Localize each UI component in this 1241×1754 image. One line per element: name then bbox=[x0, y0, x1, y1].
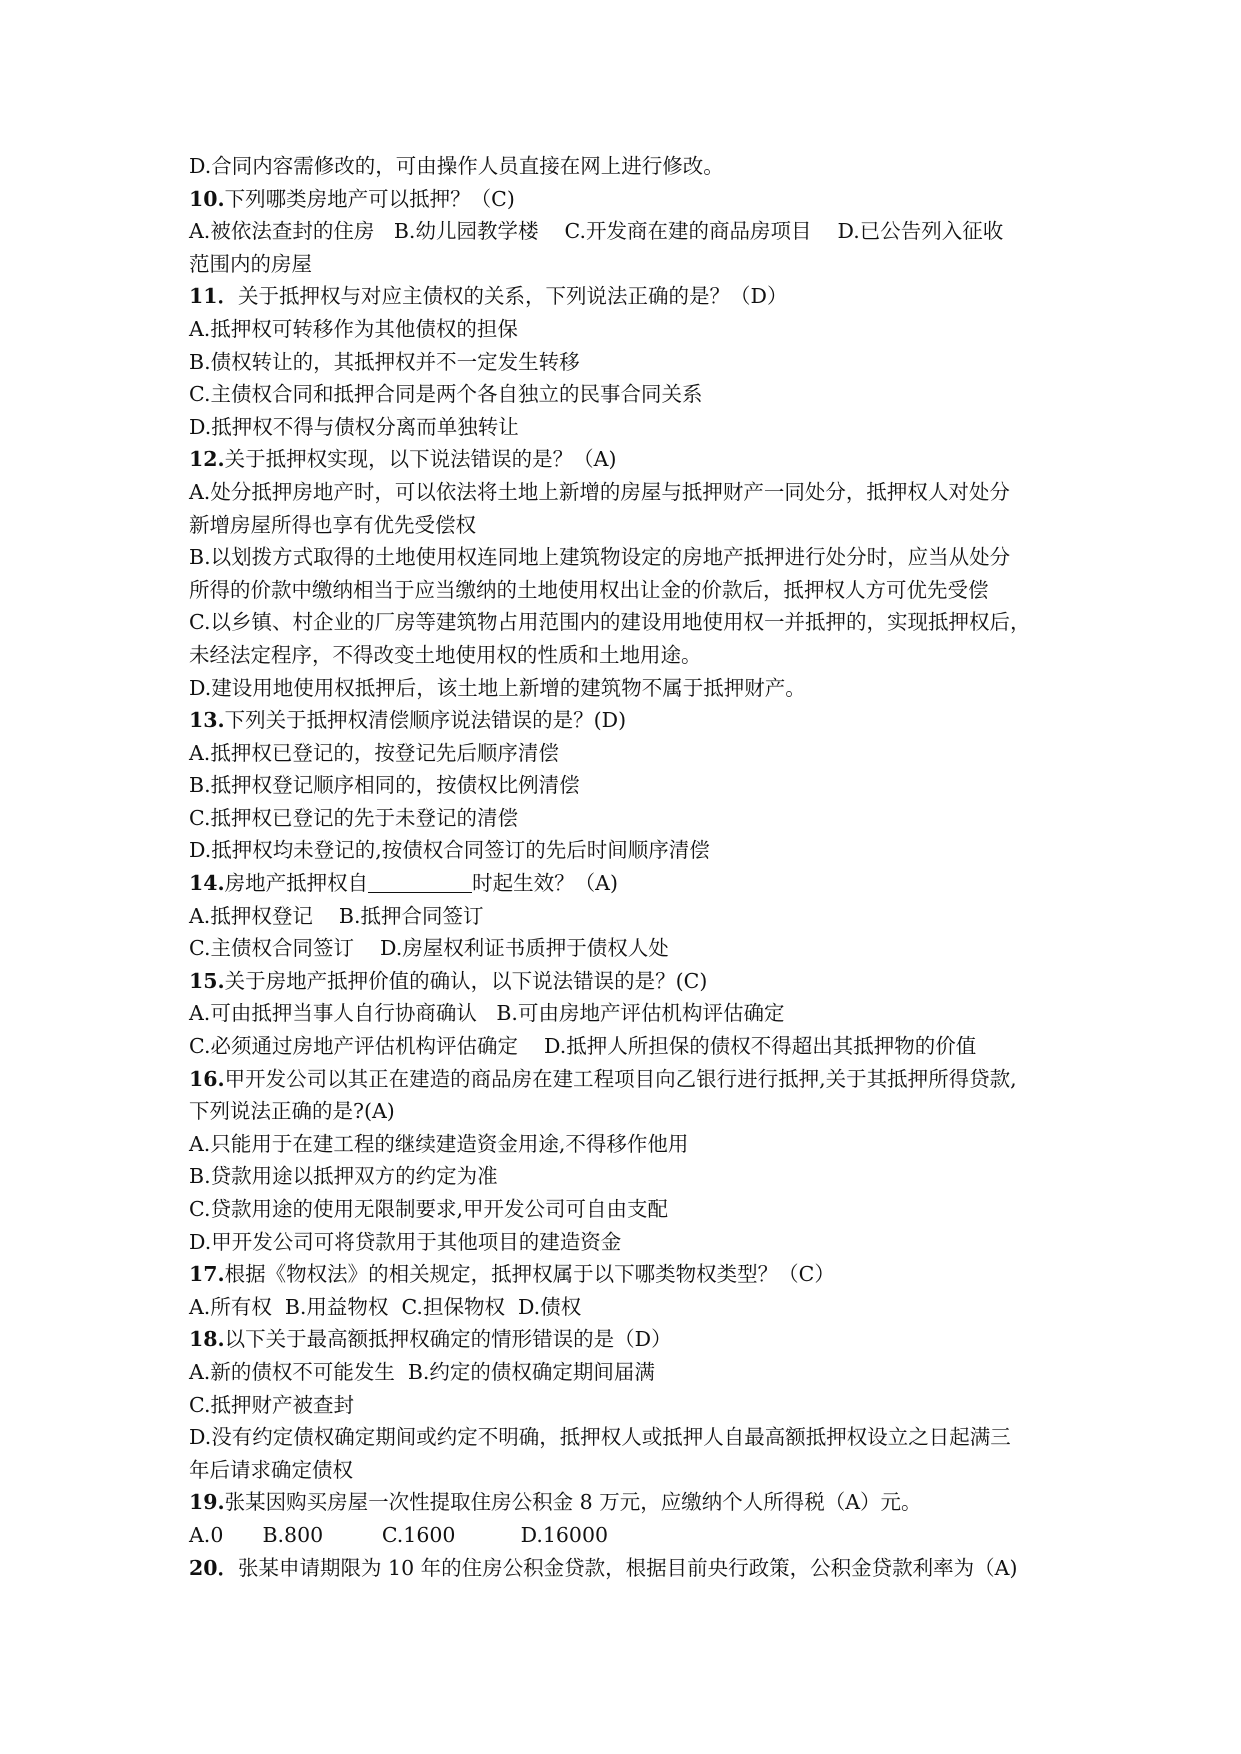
option-line: A.所有权 B.用益物权 C.担保物权 D.债权 bbox=[189, 1294, 582, 1319]
question-text: 甲开发公司以其正在建造的商品房在建工程项目向乙银行进行抵押,关于其抵押所得贷款, bbox=[224, 1066, 1017, 1091]
option-line: D.没有约定债权确定期间或约定不明确，抵押权人或抵押人自最高额抵押权设立之日起满三 bbox=[189, 1425, 1011, 1450]
question-line bbox=[189, 1486, 1069, 1519]
question-number: 11． bbox=[189, 284, 239, 309]
question-text: 时起生效？（A) bbox=[472, 871, 618, 896]
question-line bbox=[189, 1258, 1069, 1291]
option-line: 所得的价款中缴纳相当于应当缴纳的土地使用权出让金的价款后，抵押权人方可优先受偿 bbox=[189, 577, 989, 602]
question-line bbox=[189, 1323, 1069, 1356]
option-line: A.只能用于在建工程的继续建造资金用途,不得移作他用 bbox=[189, 1131, 689, 1156]
option-line: A.抵押权可转移作为其他债权的担保 bbox=[189, 316, 518, 341]
option-line: C.主债权合同和抵押合同是两个各自独立的民事合同关系 bbox=[189, 382, 703, 407]
question-line bbox=[189, 704, 1069, 737]
option-line: B.以划拨方式取得的土地使用权连同地上建筑物设定的房地产抵押进行处分时，应当从处分 bbox=[189, 545, 1011, 570]
question-number: 15. bbox=[189, 968, 225, 993]
question-text: 下列关于抵押权清偿顺序说法错误的是？(D) bbox=[224, 708, 627, 733]
question-line bbox=[189, 443, 1069, 476]
option-line: 新增房屋所得也享有优先受偿权 bbox=[189, 512, 476, 537]
question-line bbox=[189, 1552, 1069, 1585]
question-text: 以下关于最高额抵押权确定的情形错误的是（D） bbox=[224, 1327, 672, 1352]
option-line: 范围内的房屋 bbox=[189, 251, 312, 276]
option-line: A.被依法查封的住房 B.幼儿园教学楼 C.开发商在建的商品房项目 D.已公告列入征收 bbox=[189, 219, 1004, 244]
question-text: 关于房地产抵押价值的确认，以下说法错误的是？(C) bbox=[224, 968, 708, 993]
option-line: A.新的债权不可能发生 B.约定的债权确定期间届满 bbox=[189, 1359, 655, 1384]
option-line: B.抵押权登记顺序相同的，按债权比例清偿 bbox=[189, 773, 580, 798]
option-line: D.合同内容需修改的，可由操作人员直接在网上进行修改。 bbox=[189, 154, 724, 178]
question-line bbox=[189, 280, 1069, 313]
option-line: A.抵押权已登记的，按登记先后顺序清偿 bbox=[189, 740, 559, 765]
option-line: D.抵押权均未登记的,按债权合同签订的先后时间顺序清偿 bbox=[189, 838, 710, 863]
option-line: C.贷款用途的使用无限制要求,甲开发公司可自由支配 bbox=[189, 1197, 668, 1221]
question-number: 13. bbox=[189, 708, 225, 733]
question-text: 张某因购买房屋一次性提取住房公积金 8 万元，应缴纳个人所得税（A）元。 bbox=[224, 1490, 922, 1515]
option-line: C.抵押财产被查封 bbox=[189, 1392, 354, 1417]
question-line bbox=[189, 1063, 1069, 1096]
option-line: D.甲开发公司可将贷款用于其他项目的建造资金 bbox=[189, 1229, 622, 1254]
option-line: A.可由抵押当事人自行协商确认 B.可由房地产评估机构评估确定 bbox=[189, 1001, 785, 1026]
question-number: 17. bbox=[189, 1262, 225, 1287]
option-line: D.建设用地使用权抵押后，该土地上新增的建筑物不属于抵押财产。 bbox=[189, 675, 806, 700]
question-text: 关于抵押权实现，以下说法错误的是？（A) bbox=[224, 447, 617, 472]
option-line: A.处分抵押房地产时，可以依法将土地上新增的房屋与抵押财产一同处分，抵押权人对处分 bbox=[189, 479, 1010, 504]
question-text: 房地产抵押权自 bbox=[224, 871, 369, 896]
question-line bbox=[189, 867, 1069, 900]
question-line bbox=[189, 965, 1069, 998]
option-line: B.债权转让的，其抵押权并不一定发生转移 bbox=[189, 349, 580, 374]
option-line: A.0 B.800 C.1600 D.16000 bbox=[189, 1522, 609, 1547]
question-text: 根据《物权法》的相关规定，抵押权属于以下哪类物权类型？（C） bbox=[224, 1262, 835, 1287]
option-line: 年后请求确定债权 bbox=[189, 1457, 353, 1482]
question-number: 18. bbox=[189, 1327, 225, 1352]
question-text: 下列哪类房地产可以抵押？（C) bbox=[224, 186, 515, 211]
option-line: C.主债权合同签订 D.房屋权利证书质押于债权人处 bbox=[189, 936, 669, 961]
option-line: C.必须通过房地产评估机构评估确定 D.抵押人所担保的债权不得超出其抵押物的价值 bbox=[189, 1034, 977, 1059]
question-number: 16. bbox=[189, 1066, 225, 1091]
option-line: D.抵押权不得与债权分离而单独转让 bbox=[189, 414, 519, 439]
document-page bbox=[189, 150, 1069, 1584]
option-line: 下列说法正确的是?(A) bbox=[189, 1099, 395, 1124]
fill-in-blank bbox=[368, 872, 472, 893]
question-number: 20． bbox=[189, 1555, 239, 1580]
question-text: 张某申请期限为 10 年的住房公积金贷款，根据目前央行政策，公积金贷款利率为（A) bbox=[238, 1555, 1018, 1580]
question-text: 关于抵押权与对应主债权的关系，下列说法正确的是？（D） bbox=[238, 284, 788, 309]
question-number: 12. bbox=[189, 447, 225, 472]
option-line: A.抵押权登记 B.抵押合同签订 bbox=[189, 903, 484, 928]
question-number: 10. bbox=[189, 186, 225, 211]
question-number: 14. bbox=[189, 871, 225, 896]
option-line: C.以乡镇、村企业的厂房等建筑物占用范围内的建设用地使用权一并抵押的，实现抵押权后， bbox=[189, 610, 1031, 635]
question-number: 19. bbox=[189, 1490, 225, 1515]
option-line: C.抵押权已登记的先于未登记的清偿 bbox=[189, 805, 518, 830]
question-line bbox=[189, 183, 1069, 216]
option-line: 未经法定程序，不得改变土地使用权的性质和土地用途。 bbox=[189, 642, 702, 667]
option-line: B.贷款用途以抵押双方的约定为准 bbox=[189, 1164, 498, 1189]
